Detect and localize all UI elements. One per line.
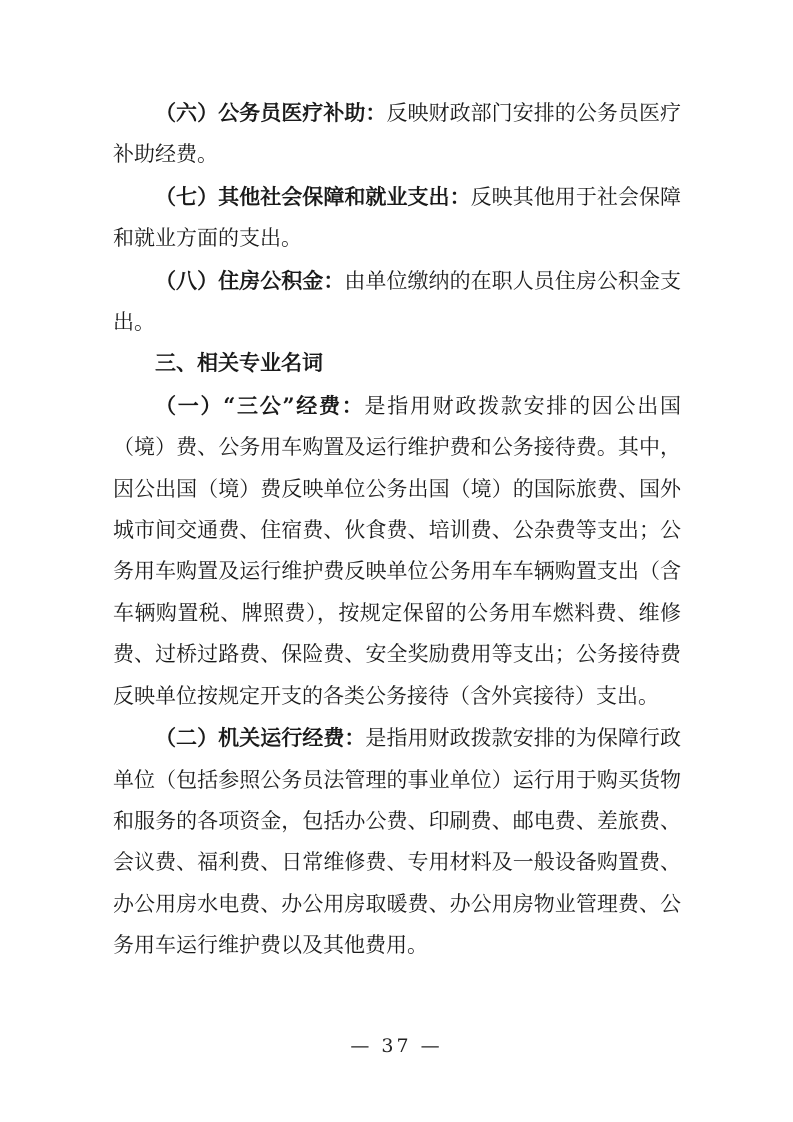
paragraph-lead: （七）其他社会保障和就业支出： bbox=[155, 183, 471, 209]
document-body bbox=[113, 92, 681, 967]
paragraph bbox=[113, 176, 681, 260]
paragraph-body: 由单位缴纳的在职人员住房公积金支出。 bbox=[113, 268, 681, 335]
paragraph-body: 是指用财政拨款安排的因公出国（境）费、公务用车购置及运行维护费和公务接待费。其中，因公出国（境）费反映单位公务出国（境）的国际旅费、国外城市间交通费、住宿费、伙食费、培训费、公杂费等支出；公务用车购置及运行维护费反映单位公务用车车辆购置支出（含车辆购置税、牌照费），按规定保留的公务用车燃料费、维修费、过桥过路费、保险费、安全奖励费用等支出；公务接待费反映单位按规定开支的各类公务接待（含外宾接待）支出。 bbox=[113, 393, 681, 708]
paragraph bbox=[113, 717, 681, 966]
page-number: — 37 — bbox=[350, 1035, 443, 1057]
paragraph-lead: （六）公务员医疗补助： bbox=[155, 100, 387, 125]
paragraph bbox=[113, 260, 681, 344]
paragraph bbox=[113, 92, 681, 176]
paragraph-lead: （一）“三公”经费： bbox=[155, 392, 365, 418]
section-heading: 三、相关专业名词 bbox=[155, 351, 323, 376]
paragraph-lead: （八）住房公积金： bbox=[155, 267, 345, 293]
paragraph-lead: （二）机关运行经费： bbox=[155, 725, 366, 751]
paragraph-body: 反映财政部门安排的公务员医疗补助经费。 bbox=[113, 101, 682, 167]
paragraph bbox=[113, 385, 681, 717]
paragraph-body: 反映其他用于社会保障和就业方面的支出。 bbox=[113, 184, 681, 251]
paragraph-body: 是指用财政拨款安排的为保障行政单位（包括参照公务员法管理的事业单位）运行用于购买货物和服务的各项资金，包括办公费、印刷费、邮电费、差旅费、会议费、福利费、日常维修费、专用材料及一般设备购置费、办公用房水电费、办公用房取暖费、办公用房物业管理费、公务用车运行维护费以及其他费用。 bbox=[113, 726, 682, 958]
